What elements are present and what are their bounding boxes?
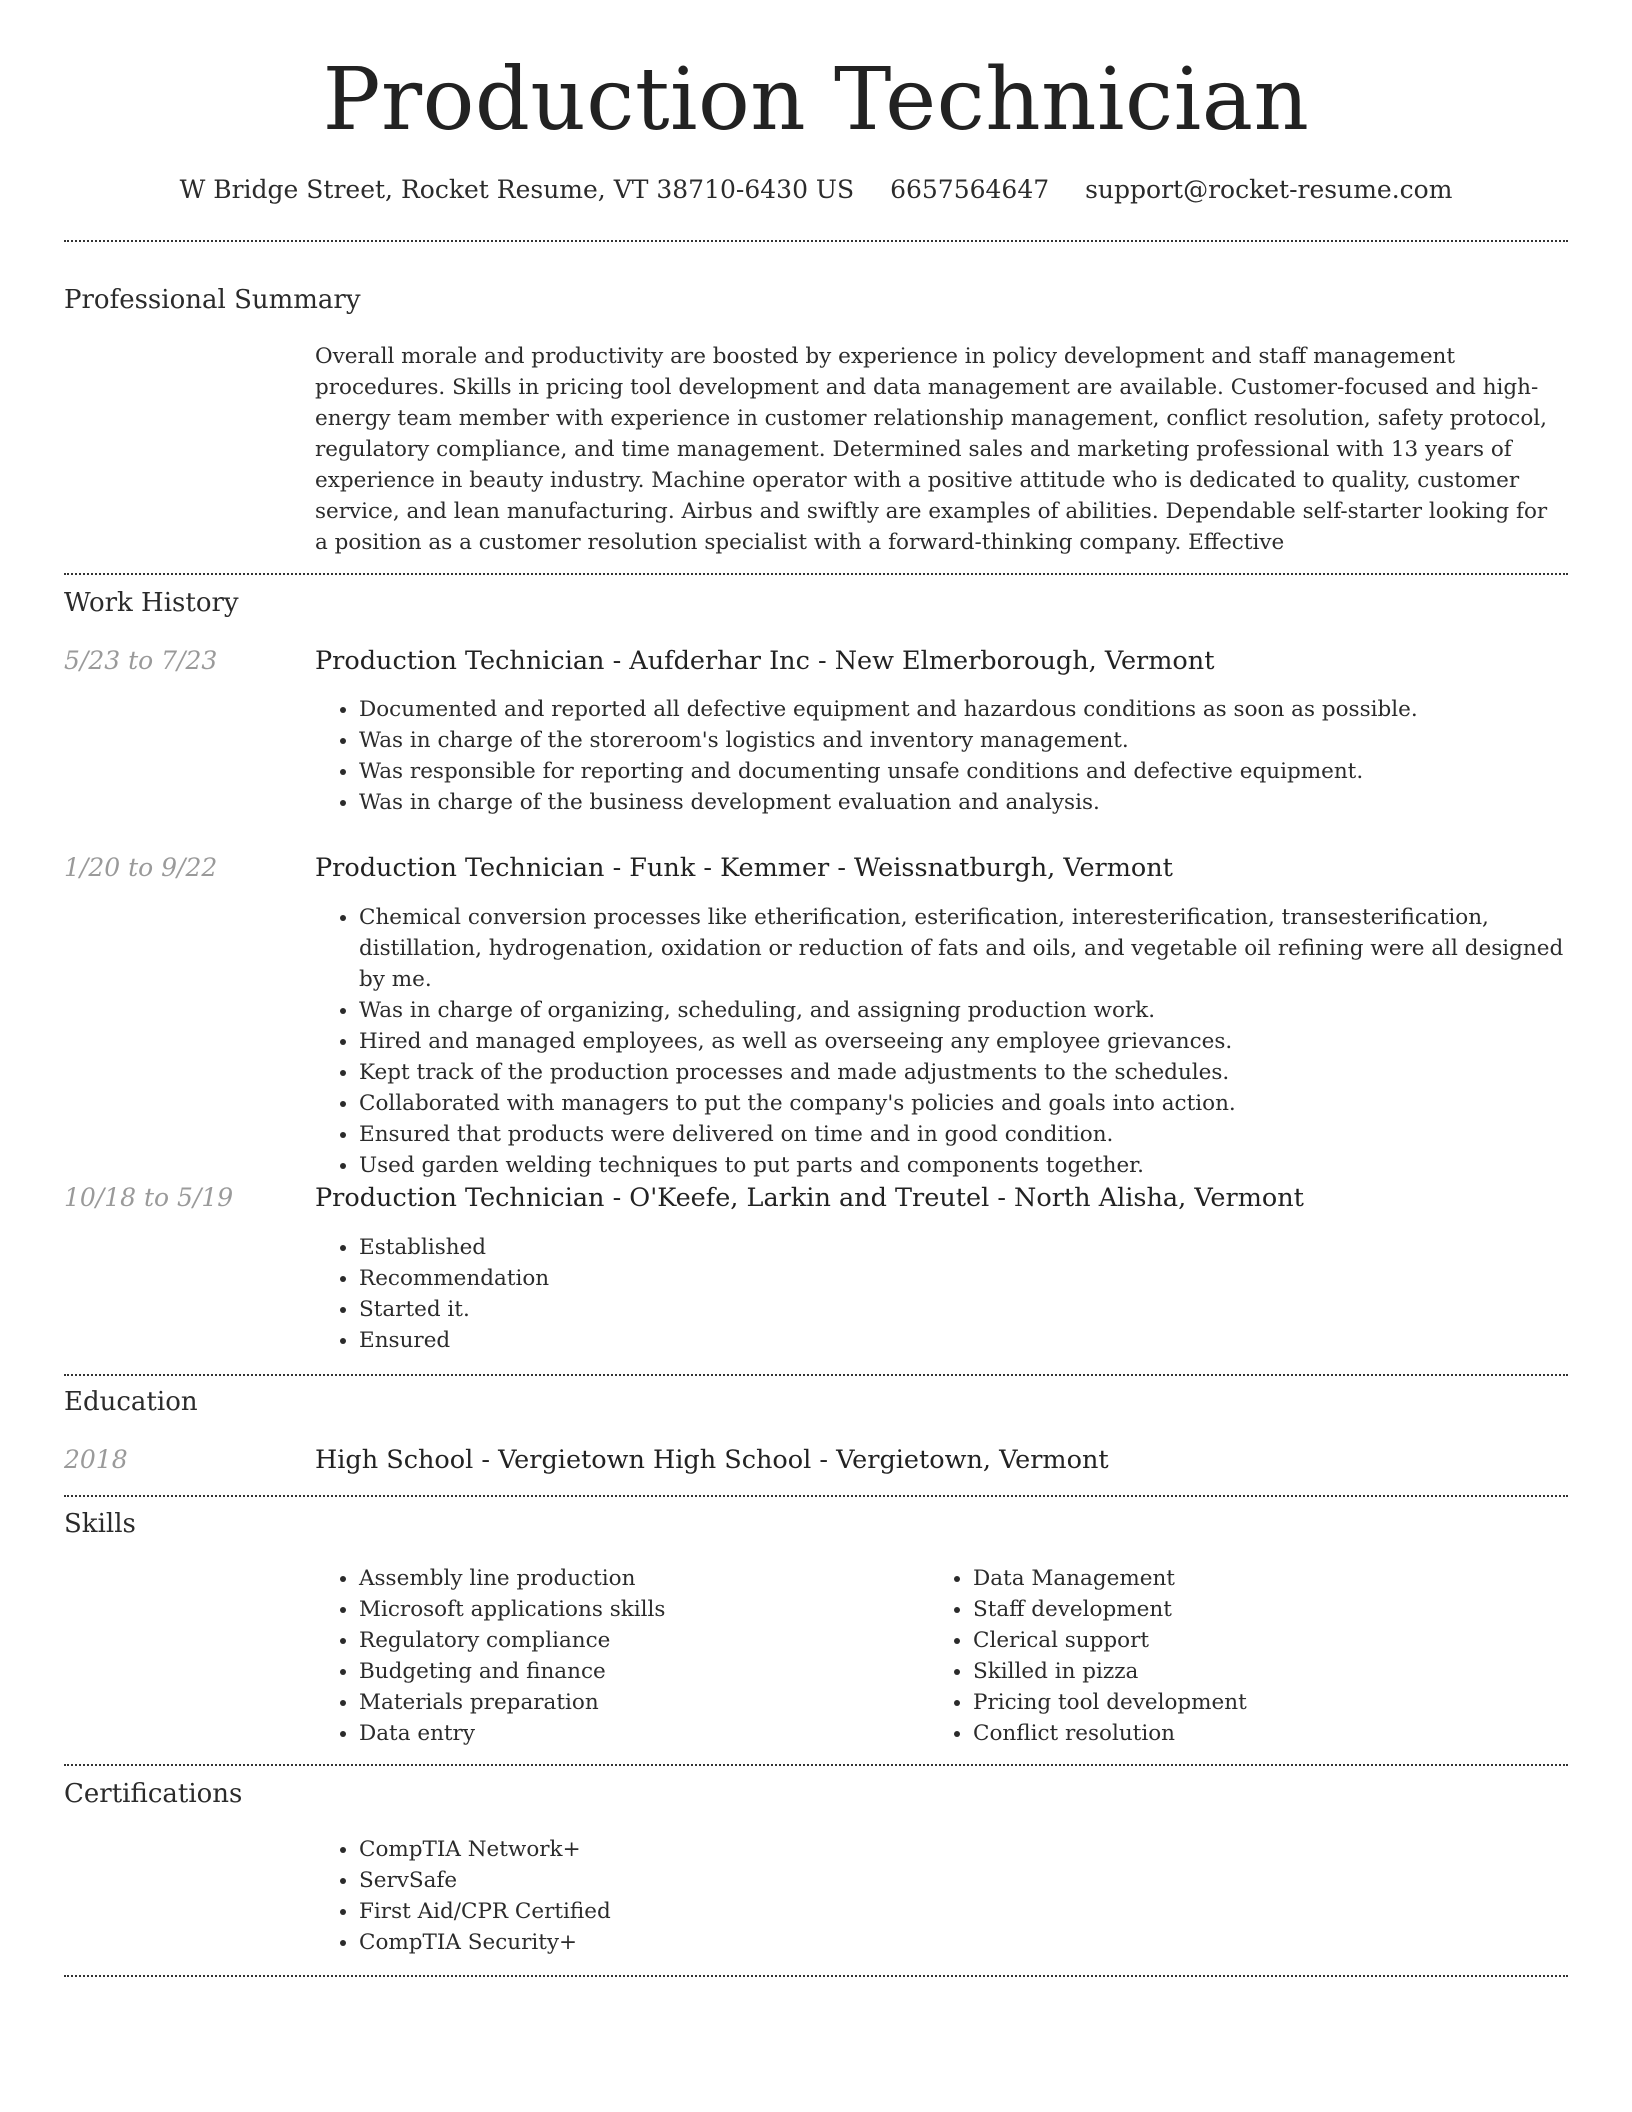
list-item: • ServSafe [359,1865,1159,1896]
list-item: • Ensured that products were delivered on time and in good condition. [359,1119,1569,1150]
education-heading: High School - Vergietown High School - Vergietown, Vermont [315,1445,1109,1475]
certifications-list [315,1834,1159,1958]
list-item: • CompTIA Security+ [359,1927,1159,1958]
list-item: • Was in charge of the storeroom's logistics and inventory management. [359,725,1569,756]
list-item: • Kept track of the production processes and made adjustments to the schedules. [359,1057,1569,1088]
job-heading: Production Technician - Funk - Kemmer - Weissnatburgh, Vermont [315,853,1173,883]
divider [64,1374,1568,1376]
list-item: • Budgeting and finance [359,1656,919,1687]
job-dates: 10/18 to 5/19 [64,1183,234,1212]
list-item: • Conflict resolution [973,1718,1533,1749]
list-item: • Pricing tool development [973,1687,1533,1718]
contact-phone: 6657564647 [890,175,1050,204]
list-item: • Chemical conversion processes like etherification, esterification, interesterification, transesterification, distillation, hydrogenation, oxidation or reduction of fats and oils, and vegetable oil refining were all designed by me. [359,902,1569,995]
divider [64,1495,1568,1497]
job-heading: Production Technician - O'Keefe, Larkin and Treutel - North Alisha, Vermont [315,1183,1304,1213]
list-item: • Materials preparation [359,1687,919,1718]
skills-list-left [315,1563,919,1749]
list-item: • Regulatory compliance [359,1625,919,1656]
divider [64,573,1568,575]
job-heading: Production Technician - Aufderhar Inc - New Elmerborough, Vermont [315,646,1215,676]
list-item: • Assembly line production [359,1563,919,1594]
resume-name: Production Technician [322,50,1310,150]
divider [64,240,1568,242]
list-item: • First Aid/CPR Certified [359,1896,1159,1927]
summary-text: Overall morale and productivity are boosted by experience in policy development and staff management procedures. Skills in pricing tool development and data management are available. Customer-focused and high-energy team member with experience in customer relationship management, conflict resolution, safety protocol, regulatory compliance, and time management. Determined sales and marketing professional with 13 years of experience in beauty industry. Machine operator with a positive attitude who is dedicated to quality, customer service, and lean manufacturing. Airbus and swiftly are examples of abilities. Dependable self-starter looking for a position as a customer resolution specialist with a forward-thinking company. Effective [315,344,1548,555]
job-dates: 1/20 to 9/22 [64,853,218,882]
job-dates: 5/23 to 7/23 [64,646,218,675]
list-item: • Was in charge of the business development evaluation and analysis. [359,787,1569,818]
list-item: • Data Management [973,1563,1533,1594]
job-bullets [315,694,1569,818]
section-title-certifications: Certifications [64,1779,243,1809]
list-item: • Was in charge of organizing, scheduling, and assigning production work. [359,995,1569,1026]
job-bullets [315,1232,1569,1356]
skills-list-right [929,1563,1533,1749]
contact-line [0,170,1632,210]
section-title-education: Education [64,1387,198,1417]
divider [64,1975,1568,1977]
list-item: • Staff development [973,1594,1533,1625]
section-title-summary: Professional Summary [64,285,361,315]
list-item: • Collaborated with managers to put the company's policies and goals into action. [359,1088,1569,1119]
divider [64,1764,1568,1766]
section-title-skills: Skills [64,1509,136,1539]
list-item: • Documented and reported all defective equipment and hazardous conditions as soon as possible. [359,694,1569,725]
list-item: • Data entry [359,1718,919,1749]
list-item: • Was responsible for reporting and documenting unsafe conditions and defective equipment. [359,756,1569,787]
list-item: • Skilled in pizza [973,1656,1533,1687]
section-title-work-history: Work History [64,588,239,618]
contact-email: support@rocket-resume.com [1085,175,1453,204]
job-bullets [315,902,1569,1181]
education-date: 2018 [64,1445,128,1474]
list-item: • Clerical support [973,1625,1533,1656]
list-item: • Used garden welding techniques to put parts and components together. [359,1150,1569,1181]
list-item: • Recommendation [359,1263,1569,1294]
list-item: • Started it. [359,1294,1569,1325]
list-item: • Established [359,1232,1569,1263]
list-item: • CompTIA Network+ [359,1834,1159,1865]
contact-address: W Bridge Street, Rocket Resume, VT 38710-6430 US [179,175,855,204]
list-item: • Microsoft applications skills [359,1594,919,1625]
list-item: • Ensured [359,1325,1569,1356]
list-item: • Hired and managed employees, as well as overseeing any employee grievances. [359,1026,1569,1057]
